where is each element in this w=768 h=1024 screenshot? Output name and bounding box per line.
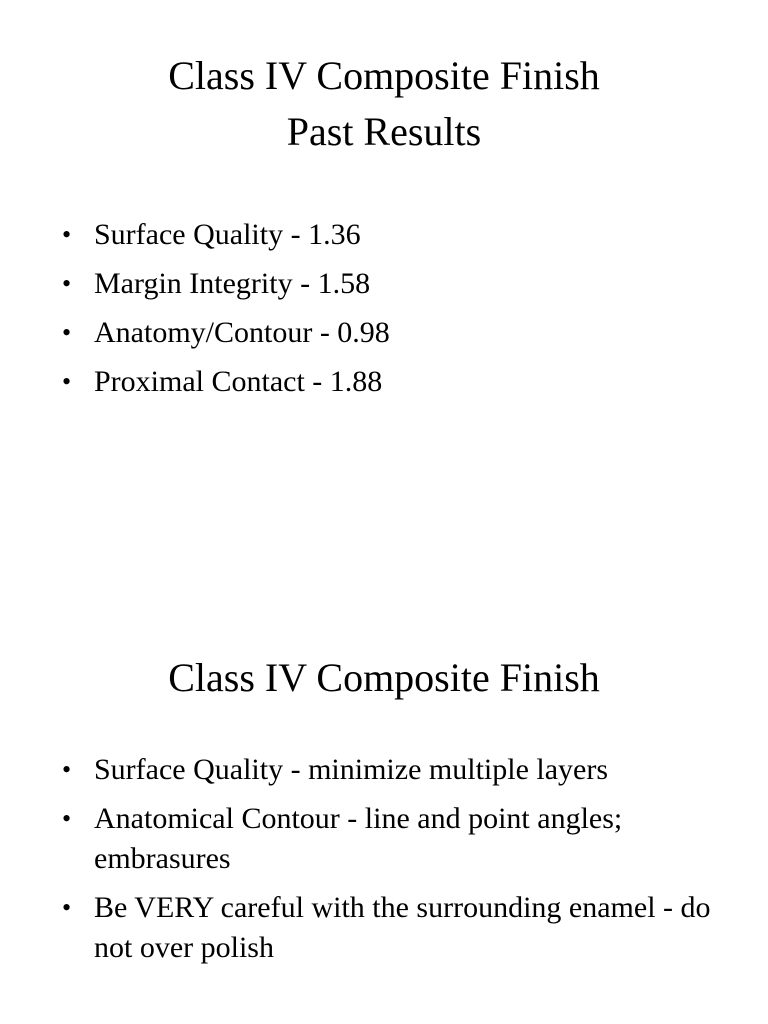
bullet-text: Anatomical Contour - line and point angles; embrasures [94,802,623,875]
bullet-list [62,750,742,977]
bullet-item [62,750,742,790]
bullet-item [62,888,742,968]
title-line: Class IV Composite Finish [168,655,600,700]
bullet-text: Proximal Contact - 1.88 [94,365,383,398]
bullet-icon: • [62,893,72,922]
title-line: Class IV Composite Finish [168,53,600,98]
bullet-item [62,308,742,357]
slide-title [0,650,768,706]
slide-past-results [0,48,768,398]
bullet-text: Anatomy/Contour - 0.98 [94,316,390,349]
bullet-item [62,210,742,259]
bullet-text: Be VERY careful with the surrounding enamel - do not over polish [94,891,711,964]
bullet-item [62,799,742,879]
bullet-icon: • [62,318,72,347]
slide-title [0,48,768,160]
bullet-icon: • [62,804,72,833]
bullet-text: Surface Quality - minimize multiple layers [94,753,609,786]
bullet-icon: • [62,367,72,396]
bullet-text: Margin Integrity - 1.58 [94,267,371,300]
bullet-item [62,259,742,308]
slide-composite-finish [0,650,768,964]
bullet-item [62,357,742,406]
bullet-list [62,210,742,406]
bullet-icon: • [62,269,72,298]
bullet-icon: • [62,755,72,784]
bullet-icon: • [62,220,72,249]
bullet-text: Surface Quality - 1.36 [94,218,361,251]
title-line: Past Results [286,109,482,154]
